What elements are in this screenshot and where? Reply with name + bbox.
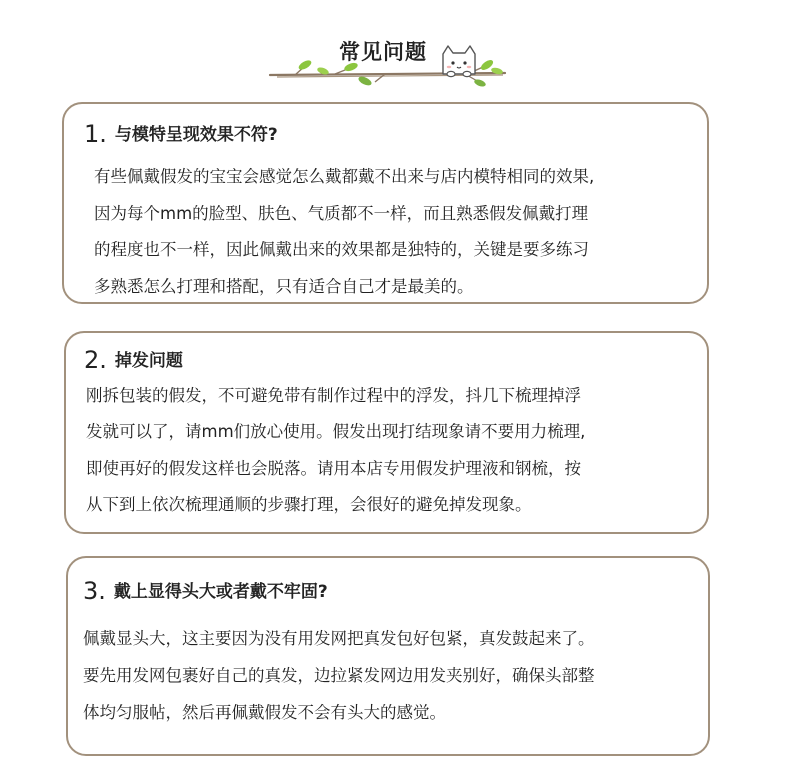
faq-question-text: 与模特呈现效果不符? [114, 125, 278, 145]
faq-card-3 [66, 556, 710, 756]
faq-answer-line: 因为每个mm的脸型、肤色、气质都不一样，而且熟悉假发佩戴打理 [94, 203, 589, 223]
faq-answer-line: 体均匀服帖，然后再佩戴假发不会有头大的感觉。 [83, 703, 446, 722]
faq-number: 2. [84, 346, 107, 374]
faq-answer-line: 即使再好的假发这样也会脱落。请用本店专用假发护理液和钢梳，按 [86, 458, 581, 478]
faq-question-text: 戴上显得头大或者戴不牢固? [113, 582, 328, 602]
header [0, 0, 786, 95]
faq-answer-line: 刚拆包装的假发，不可避免带有制作过程中的浮发，抖几下梳理掉浮 [86, 386, 581, 405]
faq-answer [86, 378, 585, 523]
page-title: 常见问题 [339, 40, 427, 64]
faq-answer-line: 从下到上依次梳理通顺的步骤打理，会很好的避免掉发现象。 [86, 494, 532, 514]
faq-answer-line: 佩戴显头大，这主要因为没有用发网把真发包好包紧，真发鼓起来了。 [83, 629, 595, 648]
faq-card-1 [62, 102, 709, 304]
branch-decoration [265, 44, 515, 88]
faq-question-text: 掉发问题 [114, 351, 183, 371]
faq-question [84, 346, 183, 374]
faq-answer [83, 620, 595, 731]
faq-number: 3. [83, 577, 106, 605]
faq-number: 1. [84, 120, 107, 148]
faq-answer [94, 159, 594, 305]
faq-card-2 [64, 331, 709, 534]
faq-answer-line: 的程度也不一样，因此佩戴出来的效果都是独特的，关键是要多练习 [94, 240, 589, 259]
cat-icon [443, 46, 475, 77]
faq-answer-line: 有些佩戴假发的宝宝会感觉怎么戴都戴不出来与店内模特相同的效果, [94, 167, 595, 186]
faq-answer-line: 多熟悉怎么打理和搭配，只有适合自己才是最美的。 [94, 276, 474, 296]
faq-answer-line: 发就可以了，请mm们放心使用。假发出现打结现象请不要用力梳理, [86, 422, 586, 442]
faq-question [84, 120, 278, 148]
faq-answer-line: 要先用发网包裹好自己的真发，边拉紧发网边用发夹别好，确保头部整 [83, 666, 595, 685]
faq-question [83, 577, 328, 605]
